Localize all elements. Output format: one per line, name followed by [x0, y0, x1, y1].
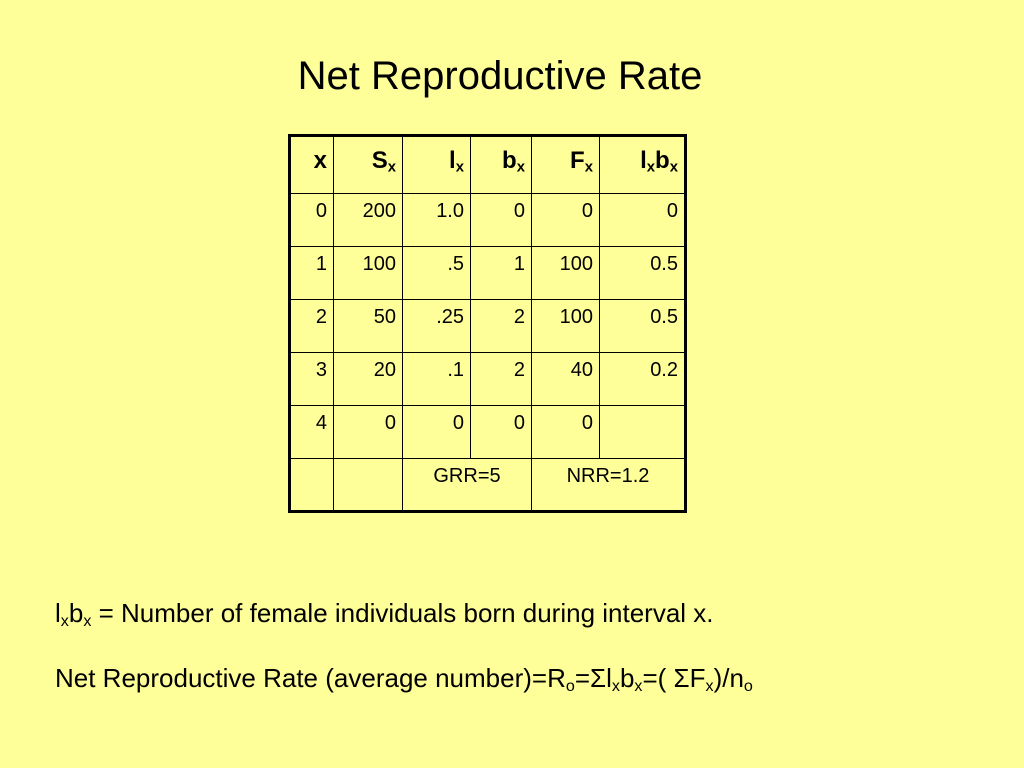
- cell-x: 0: [290, 194, 334, 247]
- cell-bx: 1: [471, 247, 532, 300]
- grr-value: GRR=5: [403, 459, 532, 512]
- cell-lx: 1.0: [403, 194, 471, 247]
- table-header-row: [290, 136, 686, 194]
- cell-lxbx: 0.5: [600, 247, 686, 300]
- cell-sx: 50: [334, 300, 403, 353]
- cell-sx: 20: [334, 353, 403, 406]
- header-bx: $b_x$: [471, 136, 532, 194]
- table-row: [290, 353, 686, 406]
- cell-sx: 100: [334, 247, 403, 300]
- summary-empty-cell: [334, 459, 403, 512]
- cell-lxbx: 0: [600, 194, 686, 247]
- cell-sx: 200: [334, 194, 403, 247]
- sigma-symbol: Σ: [673, 663, 690, 693]
- header-lxbx: $l_xb_x$: [600, 136, 686, 194]
- cell-fx: 0: [532, 406, 600, 459]
- header-x: x: [290, 136, 334, 194]
- cell-bx: 0: [471, 194, 532, 247]
- table-row: [290, 406, 686, 459]
- definition-line: $l_xb_x$ = Number of female individuals born during interval x.: [55, 598, 714, 631]
- cell-lx: 0: [403, 406, 471, 459]
- cell-fx: 100: [532, 300, 600, 353]
- cell-bx: 2: [471, 300, 532, 353]
- cell-lx: .1: [403, 353, 471, 406]
- cell-fx: 40: [532, 353, 600, 406]
- table-row: [290, 247, 686, 300]
- slide-title: Net Reproductive Rate: [297, 54, 703, 98]
- cell-x: 2: [290, 300, 334, 353]
- cell-lx: .5: [403, 247, 471, 300]
- life-table: [288, 134, 687, 513]
- table-row: [290, 194, 686, 247]
- cell-lxbx: [600, 406, 686, 459]
- cell-lx: .25: [403, 300, 471, 353]
- header-sx: $S_x$: [334, 136, 403, 194]
- cell-fx: 100: [532, 247, 600, 300]
- summary-row: [290, 459, 686, 512]
- cell-x: 4: [290, 406, 334, 459]
- cell-x: 3: [290, 353, 334, 406]
- cell-fx: 0: [532, 194, 600, 247]
- header-fx: $F_x$: [532, 136, 600, 194]
- summary-empty-cell: [290, 459, 334, 512]
- formula-line: Net Reproductive Rate (average $number)=R_o=\Sigma l_xb_x=$( $\Sigma F_x)/n_o$: [55, 663, 753, 696]
- cell-lxbx: 0.5: [600, 300, 686, 353]
- cell-sx: 0: [334, 406, 403, 459]
- header-lx: $l_x$: [403, 136, 471, 194]
- table-row: [290, 300, 686, 353]
- cell-lxbx: 0.2: [600, 353, 686, 406]
- cell-bx: 0: [471, 406, 532, 459]
- cell-x: 1: [290, 247, 334, 300]
- cell-bx: 2: [471, 353, 532, 406]
- sigma-symbol: Σ: [590, 663, 607, 693]
- nrr-value: NRR=1.2: [532, 459, 686, 512]
